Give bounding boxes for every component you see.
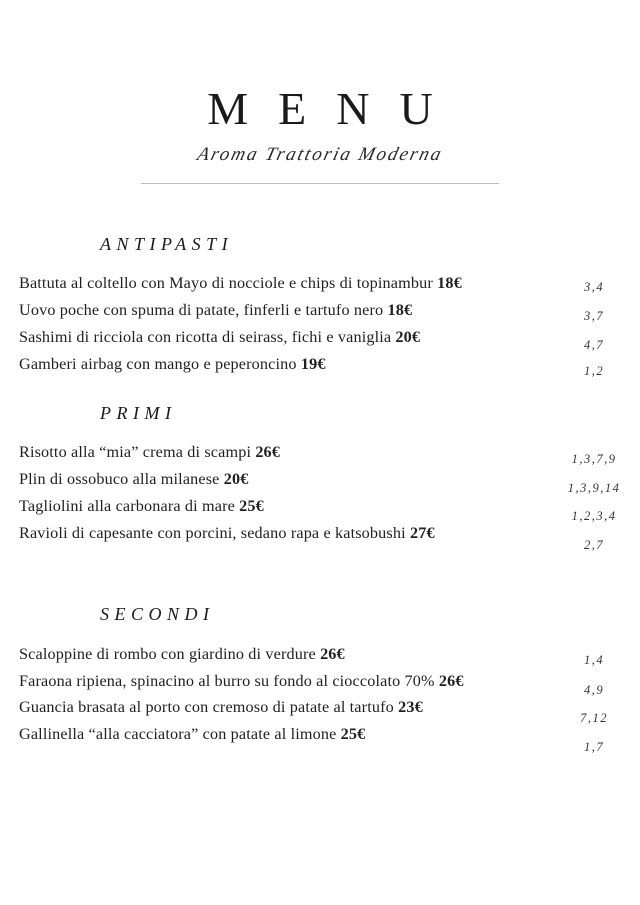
section-title-primi: PRIMI xyxy=(100,403,177,423)
menu-title: MENU xyxy=(207,83,463,134)
dish-allergens: 1,2 xyxy=(583,364,605,378)
dish-name: Tagliolini alla carbonara di mare xyxy=(19,497,235,515)
dish-item xyxy=(19,443,579,462)
dish-price: 20€ xyxy=(223,470,249,488)
dish-name: Gallinella “alla cacciatora” con patate al limone xyxy=(19,725,337,743)
dish-price: 23€ xyxy=(398,698,423,716)
dish-item xyxy=(19,355,579,374)
dish-name: Plin di ossobuco alla milanese xyxy=(19,470,220,488)
dish-price: 27€ xyxy=(409,524,435,542)
dish-price: 26€ xyxy=(320,645,345,663)
dish-item xyxy=(19,301,579,320)
dish-item xyxy=(19,274,579,293)
header-divider xyxy=(141,183,499,184)
dish-name: Sashimi di ricciola con ricotta di seirass, fichi e vaniglia xyxy=(19,328,392,346)
dish-name: Scaloppine di rombo con giardino di verdure xyxy=(19,645,316,663)
dish-price: 18€ xyxy=(387,301,413,319)
dish-item xyxy=(19,470,579,489)
dish-allergens: 2,7 xyxy=(583,538,605,552)
section-title-antipasti: ANTIPASTI xyxy=(100,234,234,254)
dish-allergens: 4,9 xyxy=(583,683,605,697)
dish-item xyxy=(19,497,579,516)
dish-name: Gamberi airbag con mango e peperoncino xyxy=(19,355,297,373)
dish-price: 18€ xyxy=(437,274,462,292)
dish-name: Ravioli di capesante con porcini, sedano rapa e katsobushi xyxy=(19,524,406,542)
dish-price: 26€ xyxy=(255,443,281,461)
section-title-secondi: SECONDI xyxy=(100,604,215,624)
dish-item xyxy=(19,328,579,347)
dish-allergens: 1,3,9,14 xyxy=(567,481,621,495)
dish-allergens: 1,2,3,4 xyxy=(571,509,617,523)
dish-allergens: 1,3,7,9 xyxy=(571,452,617,466)
dish-item xyxy=(19,725,579,744)
dish-allergens: 7,12 xyxy=(580,711,608,725)
dish-name: Guancia brasata al porto con cremoso di patate al tartufo xyxy=(19,698,394,716)
dish-name: Risotto alla “mia” crema di scampi xyxy=(19,443,252,461)
dish-price: 20€ xyxy=(395,328,421,346)
dish-price: 26€ xyxy=(438,672,464,690)
restaurant-subtitle: Aroma Trattoria Moderna xyxy=(195,144,446,165)
dish-allergens: 4,7 xyxy=(583,338,605,352)
dish-allergens: 1,7 xyxy=(583,740,605,754)
dish-price: 19€ xyxy=(300,355,326,373)
dish-name: Uovo poche con spuma di patate, finferli e tartufo nero xyxy=(19,301,384,319)
dish-item xyxy=(19,524,579,543)
dish-name: Battuta al coltello con Mayo di nocciole e chips di topinambur xyxy=(19,274,433,292)
dish-allergens: 3,7 xyxy=(583,309,605,323)
dish-price: 25€ xyxy=(340,725,366,743)
dish-allergens: 1,4 xyxy=(583,653,605,667)
dish-item xyxy=(19,672,579,691)
dish-price: 25€ xyxy=(239,497,264,515)
dish-allergens: 3,4 xyxy=(583,280,605,294)
dish-item xyxy=(19,645,579,664)
dish-name: Faraona ripiena, spinacino al burro su fondo al cioccolato 70% xyxy=(19,672,435,690)
dish-item xyxy=(19,698,579,717)
